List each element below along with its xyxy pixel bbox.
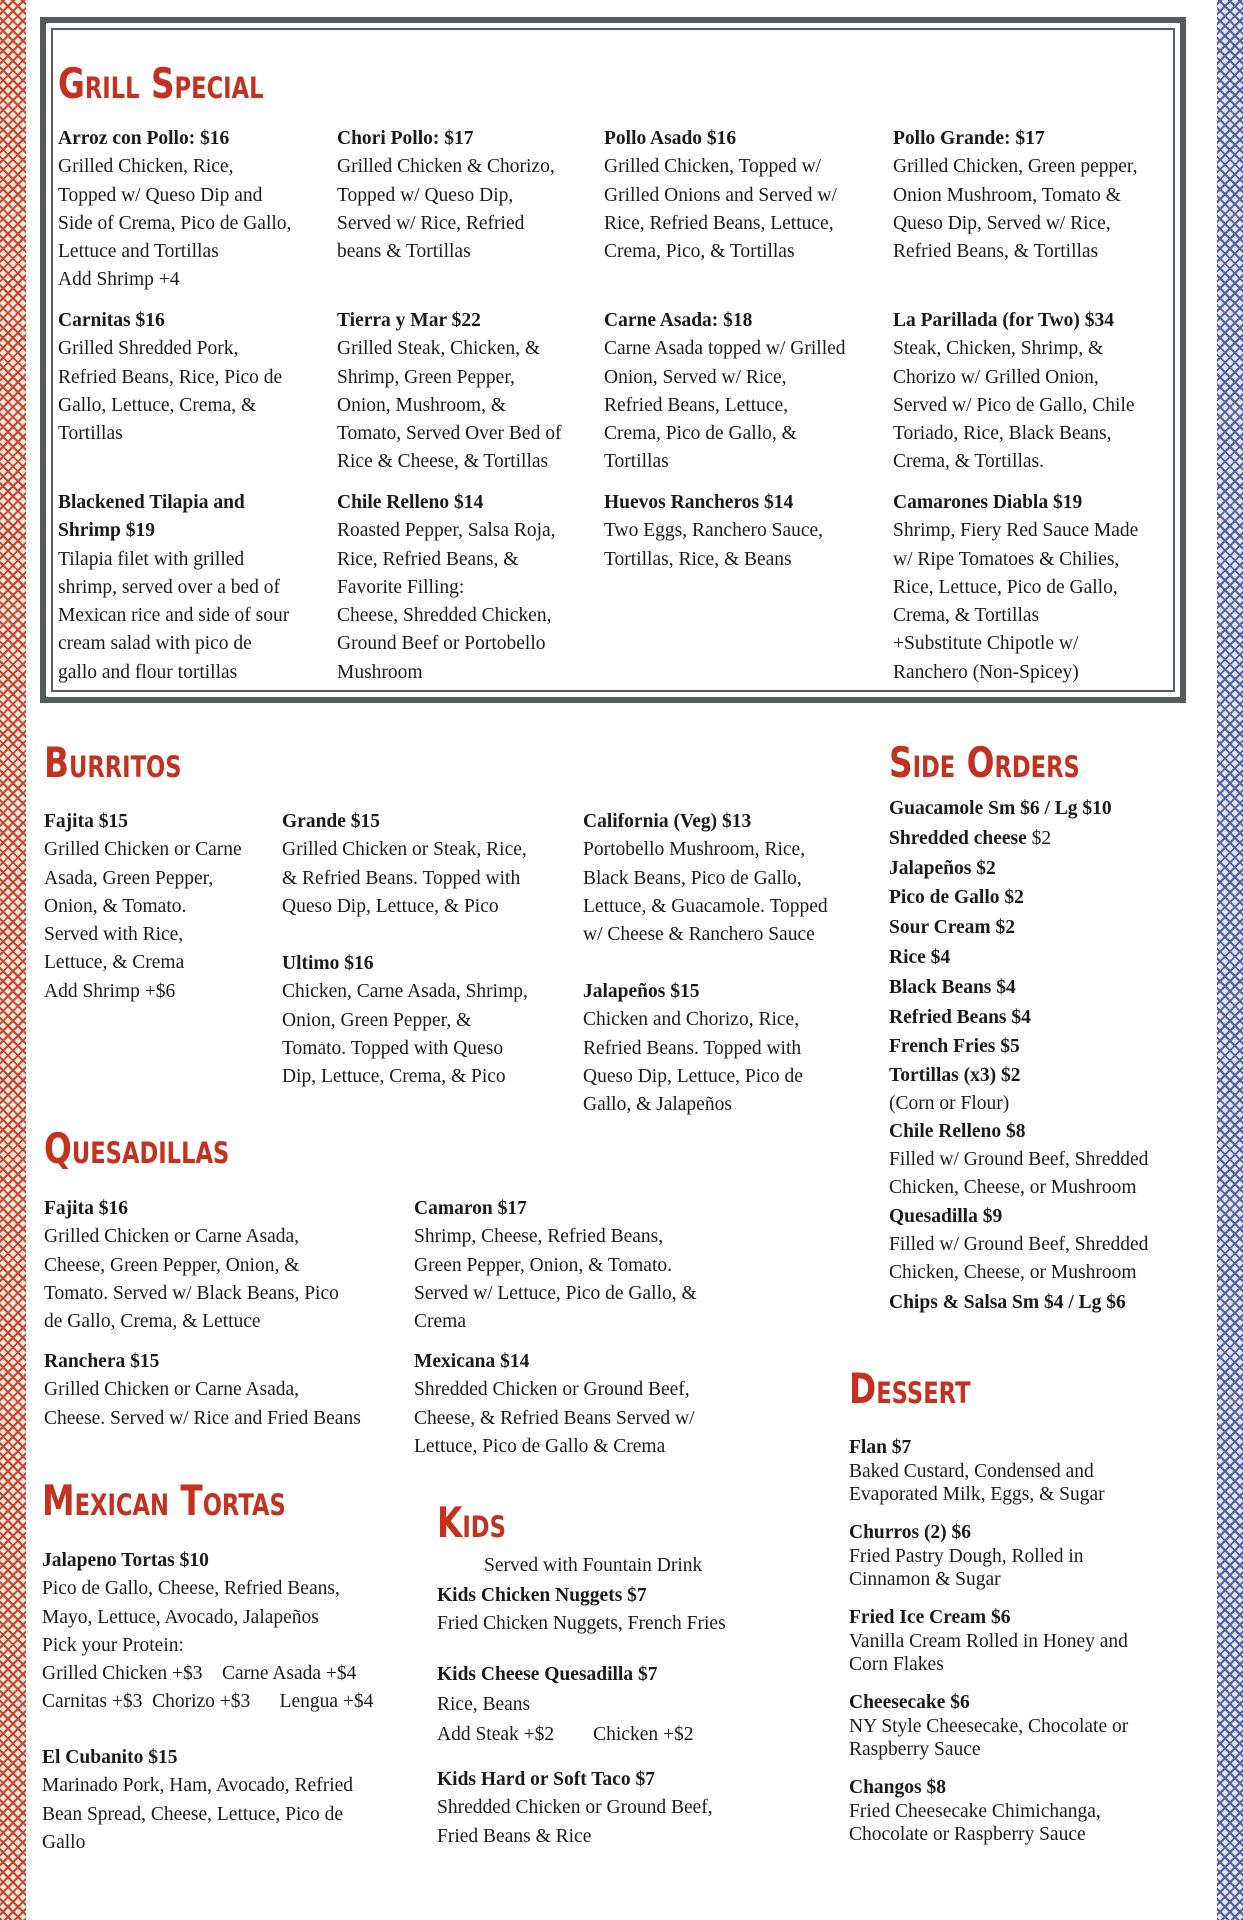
item-name: Fajita $16 [44, 1198, 128, 1219]
menu-item [282, 808, 572, 921]
item-description: Steak, Chicken, Shrimp, & Chorizo w/ Grilled Onion, Served w/ Pico de Gallo, Chile Toriado, Rice, Black Beans, Crema, & Tortillas. [893, 338, 1135, 473]
item-description: Fried Pastry Dough, Rolled in Cinnamon & Sugar [849, 1545, 1084, 1590]
item-description: Marinado Pork, Ham, Avocado, Refried Bean Spread, Cheese, Lettuce, Pico de Gallo [42, 1775, 354, 1853]
menu-item [414, 1195, 784, 1336]
side-item: Black Beans $4 [889, 976, 1016, 998]
item-description: Rice, Beans [437, 1693, 531, 1715]
right-decorative-border [1217, 0, 1243, 1920]
item-description: NY Style Cheesecake, Chocolate or Raspberry Sauce [849, 1715, 1129, 1760]
item-name: La Parillada (for Two) $34 [893, 310, 1114, 331]
item-name: Churros (2) $6 [849, 1522, 972, 1543]
menu-item [337, 307, 597, 477]
menu-item [849, 1521, 1084, 1592]
item-description: Grilled Chicken & Chorizo, Topped w/ Queso Dip, Served w/ Rice, Refried beans & Tortillas [337, 156, 555, 263]
side-item: Rice $4 [889, 946, 951, 968]
menu-item [437, 1766, 817, 1851]
menu-item [893, 489, 1183, 687]
mexican-tortas-heading: Mexican Tortas [42, 1476, 286, 1525]
menu-item [337, 125, 597, 266]
item-name: Fajita $15 [44, 811, 128, 832]
menu-item [437, 1582, 817, 1639]
item-name: Kids Hard or Soft Taco $7 [437, 1769, 655, 1790]
item-name: California (Veg) $13 [583, 811, 752, 832]
item-name: Carnitas $16 [58, 310, 165, 331]
item-description: Grilled Chicken or Carne Asada, Green Pepper, Onion, & Tomato. Served with Rice, Lettuce, & Crema Add Shrimp +$6 [44, 839, 242, 1002]
menu-item [44, 1195, 414, 1336]
item-name: Cheesecake $6 [849, 1692, 970, 1713]
grill-special-heading: Grill Special [58, 59, 264, 108]
item-name: Camarones Diabla $19 [893, 492, 1083, 513]
item-description: Tilapia filet with grilled shrimp, served over a bed of Mexican rice and side of sour cream salad with pico de gallo and flour tortillas [58, 548, 290, 683]
item-description: Pico de Gallo, Cheese, Refried Beans, Mayo, Lettuce, Avocado, Jalapeños Pick your Protein: [42, 1578, 340, 1656]
menu-item [583, 808, 878, 949]
item-name: Camaron $17 [414, 1198, 527, 1219]
side-item: Jalapeños $2 [889, 857, 996, 879]
menu-item [414, 1348, 784, 1461]
side-item-price: $2 [1031, 827, 1052, 849]
protein-options: Carnitas +$3 Chorizo +$3 Lengua +$4 [42, 1691, 374, 1713]
item-name: Changos $8 [849, 1777, 946, 1798]
item-description: Fried Chicken Nuggets, French Fries [437, 1613, 726, 1635]
menu-item [58, 489, 328, 687]
menu-item [604, 307, 889, 477]
quesadillas-heading: Quesadillas [44, 1124, 230, 1173]
side-orders-list [889, 794, 1148, 1318]
kids-heading: Kids [437, 1498, 506, 1547]
item-name: Kids Cheese Quesadilla $7 [437, 1664, 658, 1685]
item-description: Grilled Chicken, Topped w/ Grilled Onions and Served w/ Rice, Refried Beans, Lettuce, Crema, Pico, & Tortillas [604, 156, 837, 263]
item-name: El Cubanito $15 [42, 1747, 178, 1768]
item-description: Portobello Mushroom, Rice, Black Beans, Pico de Gallo, Lettuce, & Guacamole. Topped w/ Cheese & Ranchero Sauce [583, 839, 828, 946]
menu-item [58, 125, 323, 295]
item-description: Two Eggs, Ranchero Sauce, Tortillas, Rice, & Beans [604, 520, 824, 570]
kids-subtitle: Served with Fountain Drink [484, 1555, 703, 1576]
item-description: Carne Asada topped w/ Grilled Onion, Served w/ Rice, Refried Beans, Lettuce, Crema, Pico de Gallo, & Tortillas [604, 338, 846, 473]
side-item: Tortillas (x3) $2 [889, 1065, 1021, 1087]
item-description: Grilled Steak, Chicken, & Shrimp, Green Pepper, Onion, Mushroom, & Tomato, Served Over Bed of Rice & Cheese, & Tortillas [337, 338, 562, 473]
item-description: Shrimp, Cheese, Refried Beans, Green Pepper, Onion, & Tomato. Served w/ Lettuce, Pico de Gallo, & Crema [414, 1226, 697, 1333]
menu-item [604, 125, 889, 266]
side-item: Refried Beans $4 [889, 1006, 1031, 1028]
item-name: Fried Ice Cream $6 [849, 1607, 1011, 1628]
menu-item [337, 489, 597, 687]
menu-item [437, 1660, 817, 1749]
left-decorative-border [0, 0, 26, 1920]
menu-item [44, 808, 279, 1006]
item-name: Carne Asada: $18 [604, 310, 753, 331]
menu-item [44, 1348, 414, 1433]
side-item: Chile Relleno $8 [889, 1121, 1026, 1143]
item-name: Jalapeno Tortas $10 [42, 1550, 209, 1571]
item-name: Grande $15 [282, 811, 381, 832]
side-item-note: Filled w/ Ground Beef, Shredded Chicken, Cheese, or Mushroom [889, 1149, 1149, 1199]
menu-item [58, 307, 323, 448]
item-description: Roasted Pepper, Salsa Roja, Rice, Refried Beans, & Favorite Filling: Cheese, Shredded Chicken, Ground Beef or Portobello Mushroom [337, 520, 556, 683]
side-item: Chips & Salsa Sm $4 / Lg $6 [889, 1291, 1126, 1313]
menu-item [893, 307, 1183, 477]
item-name: Ultimo $16 [282, 953, 374, 974]
item-name: Pollo Asado $16 [604, 128, 737, 149]
item-name: Chori Pollo: $17 [337, 128, 474, 149]
menu-item [583, 978, 878, 1119]
item-name: Kids Chicken Nuggets $7 [437, 1585, 647, 1606]
menu-item [42, 1547, 432, 1717]
item-description: Shredded Chicken or Ground Beef, Fried Beans & Rice [437, 1797, 713, 1847]
item-name: Tierra y Mar $22 [337, 310, 481, 331]
item-description: Vanilla Cream Rolled in Honey and Corn Flakes [849, 1630, 1128, 1675]
item-description: Shredded Chicken or Ground Beef, Cheese, & Refried Beans Served w/ Lettuce, Pico de Gallo & Crema [414, 1379, 695, 1457]
item-name: Chile Relleno $14 [337, 492, 484, 513]
side-item: Guacamole Sm $6 / Lg $10 [889, 798, 1112, 819]
item-description: Grilled Chicken or Carne Asada, Cheese. Served w/ Rice and Fried Beans [44, 1379, 361, 1429]
menu-item [893, 125, 1183, 266]
side-item: French Fries $5 [889, 1036, 1020, 1058]
menu-item [282, 950, 572, 1091]
dessert-heading: Dessert [849, 1364, 971, 1413]
item-description: Chicken and Chorizo, Rice, Refried Beans. Topped with Queso Dip, Lettuce, Pico de Gallo, & Jalapeños [583, 1009, 803, 1116]
side-item-note: Filled w/ Ground Beef, Shredded Chicken, Cheese, or Mushroom [889, 1234, 1149, 1284]
item-description: Grilled Chicken, Rice, Topped w/ Queso Dip and Side of Crema, Pico de Gallo, Lettuce and Tortillas Add Shrimp +4 [58, 156, 292, 291]
side-orders-heading: Side Orders [889, 738, 1080, 787]
menu-item [849, 1436, 1105, 1507]
item-description: Baked Custard, Condensed and Evaporated Milk, Eggs, & Sugar [849, 1460, 1105, 1505]
side-item-name: Shredded cheese [889, 827, 1027, 849]
item-description: Grilled Chicken or Carne Asada, Cheese, Green Pepper, Onion, & Tomato. Served w/ Black Beans, Pico de Gallo, Crema, & Lettuce [44, 1226, 339, 1333]
add-ons: Add Steak +$2 Chicken +$2 [437, 1723, 694, 1745]
side-item: Quesadilla $9 [889, 1205, 1003, 1227]
item-name: Pollo Grande: $17 [893, 128, 1045, 149]
item-description: Grilled Chicken or Steak, Rice, & Refried Beans. Topped with Queso Dip, Lettuce, & Pico [282, 839, 527, 917]
item-name: Blackened Tilapia and Shrimp $19 [58, 492, 245, 542]
item-name: Mexicana $14 [414, 1351, 530, 1372]
item-name: Arroz con Pollo: $16 [58, 128, 230, 149]
menu-item [42, 1744, 432, 1857]
item-description: Chicken, Carne Asada, Shrimp, Onion, Green Pepper, & Tomato. Topped with Queso Dip, Lettuce, Crema, & Pico [282, 981, 528, 1088]
item-name: Huevos Rancheros $14 [604, 492, 794, 513]
menu-item [604, 489, 889, 574]
item-name: Jalapeños $15 [583, 981, 700, 1002]
item-description: Grilled Shredded Pork, Refried Beans, Rice, Pico de Gallo, Lettuce, Crema, & Tortillas [58, 338, 283, 445]
menu-item [849, 1606, 1128, 1677]
item-name: Flan $7 [849, 1437, 912, 1458]
item-name: Ranchera $15 [44, 1351, 160, 1372]
side-item-note: (Corn or Flour) [889, 1093, 1010, 1115]
side-item: Pico de Gallo $2 [889, 887, 1024, 909]
side-item [889, 824, 1148, 854]
item-description: Grilled Chicken, Green pepper, Onion Mushroom, Tomato & Queso Dip, Served w/ Rice, Refried Beans, & Tortillas [893, 156, 1138, 263]
item-description: Shrimp, Fiery Red Sauce Made w/ Ripe Tomatoes & Chilies, Rice, Lettuce, Pico de Gallo, Crema, & Tortillas +Substitute Chipotle w/ Ranchero (Non-Spicey) [893, 520, 1139, 683]
menu-item [849, 1776, 1101, 1847]
burritos-heading: Burritos [44, 738, 182, 787]
item-description: Fried Cheesecake Chimichanga, Chocolate or Raspberry Sauce [849, 1800, 1101, 1845]
menu-item [849, 1691, 1128, 1762]
protein-options: Grilled Chicken +$3 Carne Asada +$4 [42, 1663, 357, 1685]
side-item: Sour Cream $2 [889, 917, 1016, 939]
